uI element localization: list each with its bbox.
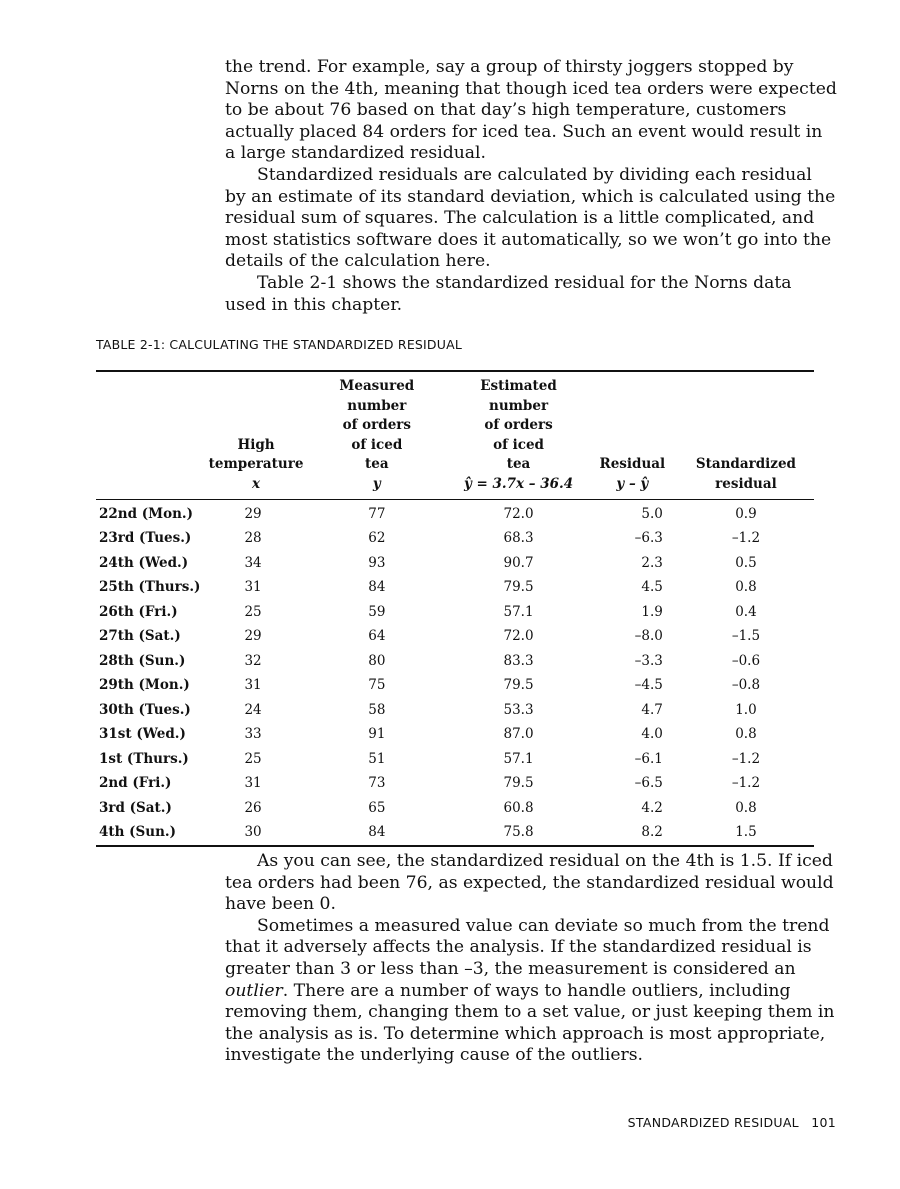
header-estimated-orders: [450, 371, 587, 499]
high-temperature-cell: 29: [244, 628, 262, 645]
estimated-orders-cell: 72.0: [503, 505, 534, 522]
day-cell: 26th (Fri.): [99, 603, 178, 620]
table-caption: TABLE 2-1: CALCULATING THE STANDARDIZED RESIDUAL: [96, 337, 463, 352]
high-temperature-cell: 34: [244, 554, 262, 571]
standardized-residual-table: [96, 370, 814, 847]
residual-cell: 4.5: [641, 579, 663, 596]
residual-cell: –8.0: [634, 628, 663, 645]
page-number: 101: [811, 1115, 836, 1130]
standardized-residual-cell: –1.5: [731, 628, 761, 645]
header-day: [96, 371, 203, 499]
standardized-residual-cell: –1.2: [731, 530, 761, 547]
estimated-orders-cell: 75.8: [503, 824, 534, 841]
measured-orders-cell: 93: [368, 554, 386, 571]
measured-orders-cell: 64: [368, 628, 386, 645]
estimated-orders-cell: 79.5: [503, 579, 534, 596]
outlier-term: outlier: [225, 980, 283, 1001]
measured-orders-cell: 77: [368, 505, 386, 522]
header-residual: [587, 371, 678, 499]
estimated-orders-cell: 79.5: [503, 775, 534, 792]
standardized-residual-cell: 1.0: [735, 701, 757, 718]
residual-cell: 4.2: [641, 799, 663, 816]
header-symbol: x: [252, 475, 261, 492]
table-row: [96, 600, 814, 625]
table-row: [96, 499, 814, 526]
measured-orders-cell: 65: [368, 799, 386, 816]
table-row: [96, 771, 814, 796]
estimated-orders-cell: 87.0: [503, 726, 534, 743]
header-standardized-residual: [678, 371, 814, 499]
standardized-residual-cell: 0.8: [735, 799, 757, 816]
measured-orders-cell: 58: [368, 701, 386, 718]
paragraph: [225, 916, 837, 1067]
measured-orders-cell: 59: [368, 603, 386, 620]
measured-orders-cell: 75: [368, 677, 386, 694]
day-cell: 23rd (Tues.): [99, 530, 192, 547]
standardized-residual-cell: 1.5: [735, 824, 757, 841]
standardized-residual-cell: –0.6: [731, 652, 761, 669]
day-cell: 25th (Thurs.): [99, 579, 201, 596]
estimated-orders-cell: 83.3: [503, 652, 534, 669]
residual-cell: 4.0: [641, 726, 663, 743]
high-temperature-cell: 33: [244, 726, 262, 743]
measured-orders-cell: 84: [368, 579, 386, 596]
header-measured-orders: [303, 371, 450, 499]
high-temperature-cell: 28: [244, 530, 262, 547]
estimated-orders-cell: 72.0: [503, 628, 534, 645]
header-label: Measured number of orders of iced tea: [339, 378, 415, 473]
table-row: [96, 624, 814, 649]
header-symbol: y: [372, 475, 381, 492]
measured-orders-cell: 91: [368, 726, 386, 743]
estimated-orders-cell: 90.7: [503, 554, 534, 571]
day-cell: 22nd (Mon.): [99, 505, 193, 522]
day-cell: 27th (Sat.): [99, 628, 181, 645]
residual-cell: –3.3: [634, 652, 663, 669]
header-high-temperature: [203, 371, 304, 499]
estimated-orders-cell: 79.5: [503, 677, 534, 694]
estimated-orders-cell: 53.3: [503, 701, 534, 718]
estimated-orders-cell: 60.8: [503, 799, 534, 816]
table-row: [96, 796, 814, 821]
header-label: Residual: [599, 456, 666, 473]
standardized-residual-cell: 0.9: [735, 505, 757, 522]
high-temperature-cell: 30: [244, 824, 262, 841]
standardized-residual-cell: 0.8: [735, 579, 757, 596]
day-cell: 4th (Sun.): [99, 824, 176, 841]
measured-orders-cell: 84: [368, 824, 386, 841]
residual-cell: –6.3: [634, 530, 663, 547]
table-row: [96, 673, 814, 698]
standardized-residual-cell: 0.5: [735, 554, 757, 571]
header-label: High temperature: [208, 436, 304, 473]
table-row: [96, 747, 814, 772]
paragraph: Standardized residuals are calculated by dividing each residual by an estimate of its standard deviation, which is calculated using the residual sum of squares. The calculation is a little complicated, and most statistics software does it automatically, so we won’t go into the details of the calculation here.: [225, 164, 836, 272]
day-cell: 24th (Wed.): [99, 554, 189, 571]
paragraph-text: . There are a number of ways to handle outliers, including removing them, changing them to a set value, or just keeping them in the analysis as is. To determine which approach is most appropriate, investigate the underlying cause of the outliers.: [225, 980, 835, 1066]
paragraph: As you can see, the standardized residual on the 4th is 1.5. If iced tea orders had been 76, as expected, the standardized residual would have been 0.: [225, 851, 834, 915]
high-temperature-cell: 26: [244, 799, 262, 816]
page-footer: [628, 1115, 836, 1130]
high-temperature-cell: 31: [244, 677, 262, 694]
measured-orders-cell: 62: [368, 530, 386, 547]
day-cell: 28th (Sun.): [99, 652, 186, 669]
high-temperature-cell: 31: [244, 775, 262, 792]
header-symbol: ŷ = 3.7x – 36.4: [463, 475, 574, 492]
table-row: [96, 649, 814, 674]
table-header-row: [96, 371, 814, 499]
standardized-residual-cell: –0.8: [731, 677, 761, 694]
table-row: [96, 722, 814, 747]
table-row: [96, 551, 814, 576]
residual-cell: –6.5: [634, 775, 663, 792]
day-cell: 30th (Tues.): [99, 701, 191, 718]
residual-cell: 8.2: [641, 824, 663, 841]
day-cell: 3rd (Sat.): [99, 799, 172, 816]
table-row: [96, 526, 814, 551]
high-temperature-cell: 25: [244, 603, 262, 620]
high-temperature-cell: 32: [244, 652, 262, 669]
measured-orders-cell: 73: [368, 775, 386, 792]
residual-cell: –6.1: [634, 750, 663, 767]
estimated-orders-cell: 57.1: [503, 603, 534, 620]
day-cell: 2nd (Fri.): [99, 775, 172, 792]
body-text-bottom: [225, 851, 837, 1067]
header-symbol: y – ŷ: [616, 475, 649, 492]
day-cell: 31st (Wed.): [99, 726, 186, 743]
high-temperature-cell: 25: [244, 750, 262, 767]
estimated-orders-cell: 57.1: [503, 750, 534, 767]
standardized-residual-cell: 0.4: [735, 603, 757, 620]
high-temperature-cell: 29: [244, 505, 262, 522]
measured-orders-cell: 51: [368, 750, 386, 767]
residual-cell: 2.3: [641, 554, 663, 571]
table-row: [96, 575, 814, 600]
running-section-title: STANDARDIZED RESIDUAL: [627, 1115, 799, 1130]
residual-cell: –4.5: [634, 677, 663, 694]
high-temperature-cell: 24: [244, 701, 262, 718]
residual-cell: 4.7: [641, 701, 663, 718]
header-label: Estimated number of orders of iced tea: [480, 378, 557, 473]
high-temperature-cell: 31: [244, 579, 262, 596]
paragraph-text: Sometimes a measured value can deviate so much from the trend that it adversely affects the analysis. If the standardized residual is greater than 3 or less than –3, the measurement is considered an: [225, 915, 830, 979]
day-cell: 1st (Thurs.): [99, 750, 189, 767]
table-row: [96, 698, 814, 723]
residual-cell: 5.0: [641, 505, 663, 522]
paragraph: the trend. For example, say a group of thirsty joggers stopped by Norns on the 4th, meaning that though iced tea orders were expected to be about 76 based on that day’s high temperature, customers actually placed 84 orders for iced tea. Such an event would result in a large standardized residual.: [225, 57, 837, 164]
day-cell: 29th (Mon.): [99, 677, 190, 694]
paragraph: Table 2-1 shows the standardized residual for the Norns data used in this chapter.: [225, 272, 792, 315]
standardized-residual-cell: 0.8: [735, 726, 757, 743]
header-label: Standardized residual: [695, 456, 796, 492]
standardized-residual-cell: –1.2: [731, 750, 761, 767]
estimated-orders-cell: 68.3: [503, 530, 534, 547]
body-text-top: [225, 57, 837, 316]
residual-cell: 1.9: [641, 603, 663, 620]
standardized-residual-cell: –1.2: [731, 775, 761, 792]
measured-orders-cell: 80: [368, 652, 386, 669]
table-row: [96, 820, 814, 846]
